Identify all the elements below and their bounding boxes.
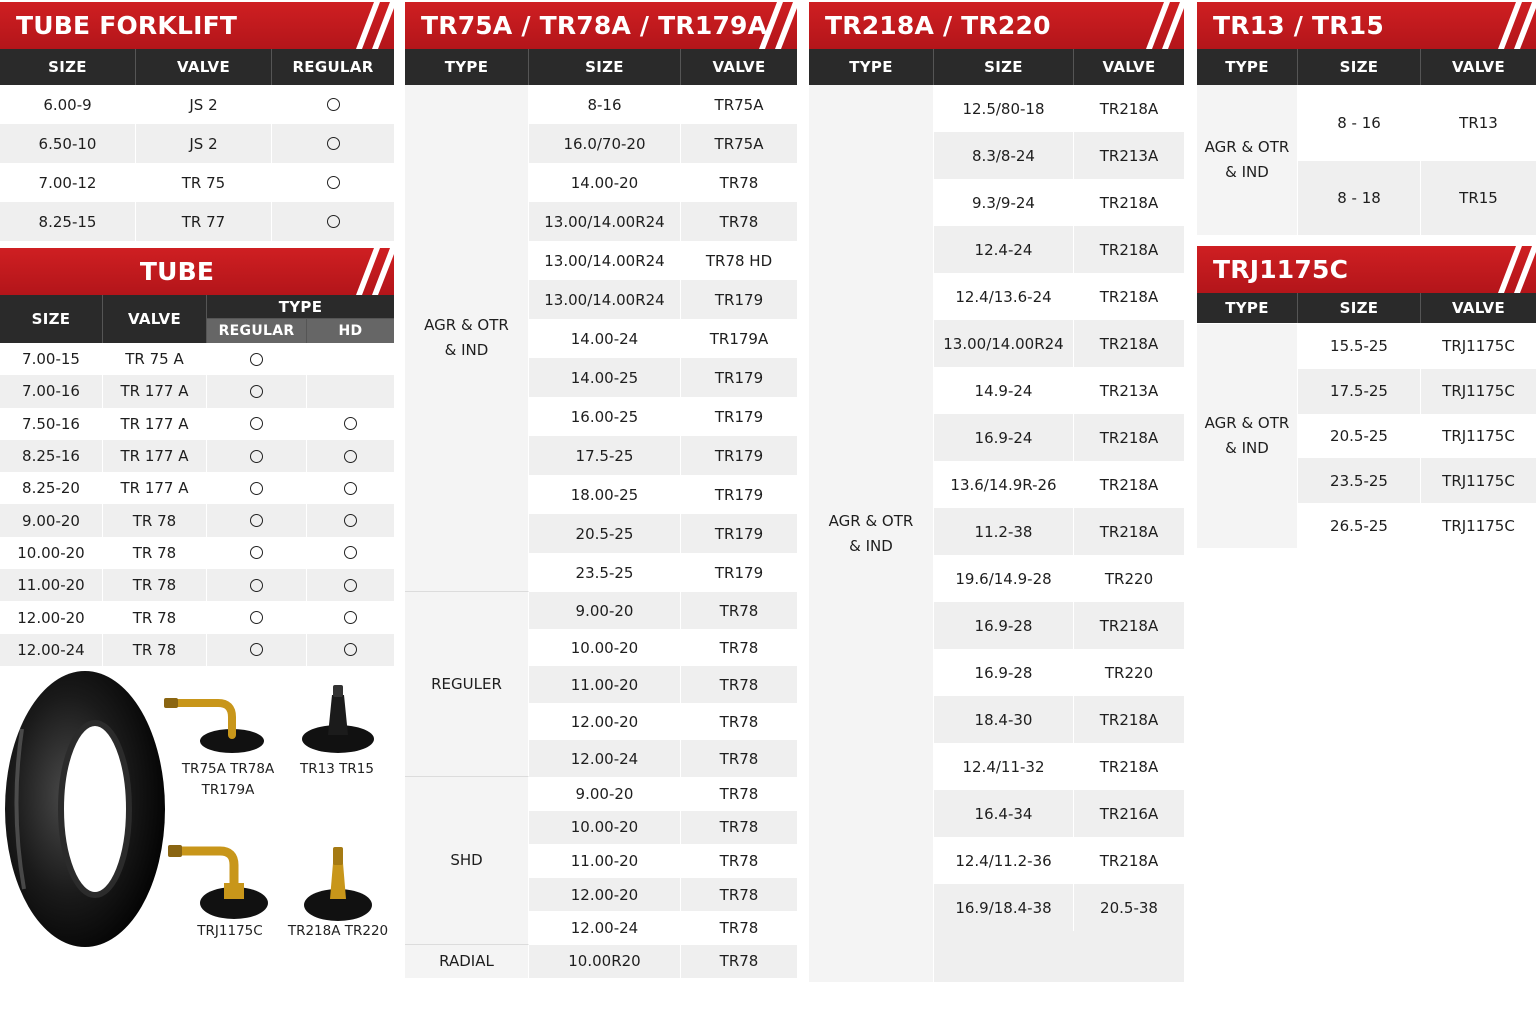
valve-cell: TR179	[681, 397, 797, 436]
valve-cell: TR75A	[681, 85, 797, 124]
regular-cell	[207, 537, 307, 569]
table-row	[0, 537, 394, 569]
tube-forklift-header	[0, 49, 394, 85]
tube-body	[0, 343, 394, 666]
valve-cell: TR 75 A	[103, 343, 207, 375]
regular-cell	[207, 634, 307, 666]
tr13-banner	[1197, 2, 1536, 49]
valve-images	[0, 665, 396, 965]
circle-mark-icon	[250, 417, 263, 430]
valve-cell: TR218A	[1074, 461, 1184, 508]
size-cell: 13.00/14.00R24	[529, 280, 681, 319]
valve-cell: TR216A	[1074, 790, 1184, 837]
hd-cell	[307, 601, 394, 633]
regular-cell	[272, 202, 394, 241]
size-cell: 7.50-16	[0, 408, 103, 440]
tube-title: TUBE	[139, 257, 215, 286]
circle-mark-icon	[250, 643, 263, 656]
valve-cell: TR218A	[1074, 837, 1184, 884]
bent-brass-valve-large-icon	[166, 837, 276, 927]
valve-caption-2: TR13 TR15	[300, 761, 374, 777]
valve-cell: TRJ1175C	[1421, 324, 1536, 369]
size-cell: 8 - 16	[1298, 85, 1421, 161]
hd-cell	[307, 634, 394, 666]
regular-cell	[272, 124, 394, 163]
valve-cell: TR78	[681, 811, 797, 845]
bent-brass-valve-icon	[162, 689, 272, 759]
valve-caption-1: TR75A TR78A TR179A	[181, 761, 275, 798]
header-type: TYPE	[405, 49, 529, 85]
size-cell: 18.4-30	[934, 696, 1074, 743]
valve-cell: JS 2	[136, 85, 272, 124]
valve-cell: TR 177 A	[103, 408, 207, 440]
header-size: SIZE	[934, 49, 1074, 85]
valve-cell: TR15	[1421, 161, 1536, 235]
valve-cell: TR78	[681, 911, 797, 945]
header-type: TYPE	[1197, 293, 1298, 323]
tube-forklift-body	[0, 85, 394, 241]
valve-cell: TR179	[681, 358, 797, 397]
inner-tube-image	[0, 669, 170, 959]
valve-cell: TR218A	[1074, 508, 1184, 555]
tr218-panel	[809, 2, 1184, 85]
size-cell: 8.25-16	[0, 440, 103, 472]
circle-mark-icon	[250, 482, 263, 495]
size-cell: 12.4-24	[934, 226, 1074, 273]
valve-cell: TRJ1175C	[1421, 369, 1536, 414]
table-row	[0, 440, 394, 472]
tube-panel	[0, 248, 394, 666]
valve-cell: TR218A	[1074, 179, 1184, 226]
valve-cell: TR78	[681, 844, 797, 878]
size-cell: 11.00-20	[0, 569, 103, 601]
valve-cell: 20.5-38	[1074, 884, 1184, 931]
trj-header	[1197, 293, 1536, 323]
valve-cell: TR78	[681, 592, 797, 629]
valve-cell: TR13	[1421, 85, 1536, 161]
valve-cell: TR 78	[103, 504, 207, 536]
valve-cell: TR 78	[103, 537, 207, 569]
circle-mark-icon	[344, 482, 357, 495]
header-valve: VALVE	[1102, 58, 1156, 76]
circle-mark-icon	[250, 579, 263, 592]
circle-mark-icon	[250, 353, 263, 366]
size-cell: 11.2-38	[934, 508, 1074, 555]
regular-cell	[207, 408, 307, 440]
size-cell: 23.5-25	[529, 553, 681, 592]
size-cell: 16.9/18.4-38	[934, 884, 1074, 931]
size-cell: 26.5-25	[1298, 503, 1421, 548]
valve-cell: TR179	[681, 553, 797, 592]
size-cell: 9.3/9-24	[934, 179, 1074, 226]
table-row	[0, 472, 394, 504]
tr13-table	[1197, 85, 1536, 235]
tr13-title: TR13 / TR15	[1213, 11, 1384, 40]
empty-cell	[1074, 931, 1184, 982]
table-row	[0, 124, 394, 163]
size-cell: 15.5-25	[1298, 324, 1421, 369]
trj-banner	[1197, 246, 1536, 293]
size-cell: 16.4-34	[934, 790, 1074, 837]
valve-cell: TRJ1175C	[1421, 503, 1536, 548]
header-valve: VALVE	[712, 58, 766, 76]
valve-cell: JS 2	[136, 124, 272, 163]
hd-cell	[307, 569, 394, 601]
size-cell: 10.00-20	[0, 537, 103, 569]
regular-cell	[207, 601, 307, 633]
tube-forklift-banner	[0, 2, 394, 49]
size-cell: 16.9-24	[934, 414, 1074, 461]
size-cell: 9.00-20	[529, 592, 681, 629]
valve-cell: TR78	[681, 666, 797, 703]
valve-cell: TR 78	[103, 601, 207, 633]
circle-mark-icon	[327, 137, 340, 150]
valve-cell: TR78	[681, 740, 797, 777]
regular-cell	[207, 343, 307, 375]
type-cell: REGULER	[405, 592, 529, 777]
size-cell: 19.6/14.9-28	[934, 555, 1074, 602]
hd-cell	[307, 537, 394, 569]
circle-mark-icon	[344, 417, 357, 430]
tr75-table	[405, 85, 797, 978]
tr75-panel	[405, 2, 797, 85]
regular-cell	[207, 472, 307, 504]
circle-mark-icon	[344, 611, 357, 624]
header-size: SIZE	[529, 49, 681, 85]
valve-cell: TRJ1175C	[1421, 458, 1536, 503]
type-cell: AGR & OTR & IND	[405, 85, 529, 592]
size-cell: 7.00-12	[0, 163, 136, 202]
circle-mark-icon	[344, 546, 357, 559]
valve-cell: TR 78	[103, 569, 207, 601]
valve-cell: TR220	[1074, 649, 1184, 696]
size-cell: 14.00-20	[529, 163, 681, 202]
valve-caption-4: TR218A TR220	[287, 923, 389, 939]
valve-cell: TR179	[681, 280, 797, 319]
valve-cell: TR 77	[136, 202, 272, 241]
size-cell: 16.9-28	[934, 602, 1074, 649]
regular-cell	[207, 569, 307, 601]
slash-stripes-icon	[1470, 2, 1536, 49]
valve-cell: TR218A	[1074, 226, 1184, 273]
header-type: TYPE	[809, 49, 934, 85]
size-cell: 9.00-20	[0, 504, 103, 536]
table-row	[0, 569, 394, 601]
hd-cell	[307, 440, 394, 472]
regular-cell	[272, 163, 394, 202]
trj-panel	[1197, 246, 1536, 323]
size-cell: 10.00-20	[529, 629, 681, 666]
table-row	[0, 375, 394, 407]
valve-cell: TR78	[681, 163, 797, 202]
valve-caption-3: TRJ1175C	[197, 923, 263, 939]
valve-cell: TR78	[681, 878, 797, 912]
size-cell: 12.5/80-18	[934, 85, 1074, 132]
size-cell: 12.00-20	[529, 878, 681, 912]
table-row	[0, 163, 394, 202]
size-cell: 23.5-25	[1298, 458, 1421, 503]
table-row	[0, 408, 394, 440]
valve-cell: TR218A	[1074, 696, 1184, 743]
circle-mark-icon	[250, 546, 263, 559]
circle-mark-icon	[250, 611, 263, 624]
empty-cell	[934, 931, 1074, 982]
type-cell: AGR & OTR & IND	[1197, 324, 1298, 548]
header-size: SIZE	[1298, 49, 1421, 85]
header-regular: REGULAR	[292, 58, 374, 76]
size-cell: 12.00-24	[529, 740, 681, 777]
table-row	[0, 634, 394, 666]
size-cell: 10.00R20	[529, 945, 681, 978]
valve-cell: TR213A	[1074, 367, 1184, 414]
circle-mark-icon	[250, 514, 263, 527]
valve-cell: TR179	[681, 514, 797, 553]
slash-stripes-icon	[328, 2, 394, 49]
tr75-header	[405, 49, 797, 85]
size-cell: 14.00-24	[529, 319, 681, 358]
size-cell: 8.3/8-24	[934, 132, 1074, 179]
valve-cell: TR78	[681, 703, 797, 740]
hd-cell	[307, 472, 394, 504]
valve-cell: TR179A	[681, 319, 797, 358]
size-cell: 7.00-16	[0, 375, 103, 407]
circle-mark-icon	[344, 643, 357, 656]
trj-title: TRJ1175C	[1213, 255, 1349, 284]
header-size: SIZE	[0, 295, 103, 343]
rubber-straight-valve-icon	[298, 683, 378, 759]
header-type: TYPE	[207, 295, 394, 319]
size-cell: 16.00-25	[529, 397, 681, 436]
circle-mark-icon	[250, 450, 263, 463]
size-cell: 7.00-15	[0, 343, 103, 375]
hd-cell	[307, 408, 394, 440]
type-cell: RADIAL	[405, 945, 529, 978]
valve-cell: TR78	[681, 777, 797, 811]
size-cell: 13.00/14.00R24	[529, 202, 681, 241]
tube-forklift-panel	[0, 2, 394, 241]
tube-forklift-title: TUBE FORKLIFT	[16, 11, 238, 40]
valve-cell: TR 177 A	[103, 472, 207, 504]
size-cell: 12.4/11.2-36	[934, 837, 1074, 884]
table-row	[0, 202, 394, 241]
valve-cell: TR78 HD	[681, 241, 797, 280]
tr218-banner	[809, 2, 1184, 49]
size-cell: 13.6/14.9R-26	[934, 461, 1074, 508]
tube-banner	[0, 248, 394, 295]
circle-mark-icon	[327, 176, 340, 189]
valve-cell: TR179	[681, 436, 797, 475]
size-cell: 16.9-28	[934, 649, 1074, 696]
tr218-table	[809, 85, 1184, 982]
circle-mark-icon	[344, 450, 357, 463]
tr75-banner	[405, 2, 797, 49]
size-cell: 11.00-20	[529, 844, 681, 878]
size-cell: 12.00-24	[0, 634, 103, 666]
valve-cell: TR218A	[1074, 743, 1184, 790]
valve-cell: TR218A	[1074, 320, 1184, 367]
size-cell: 6.50-10	[0, 124, 136, 163]
header-regular: REGULAR	[207, 319, 307, 343]
size-cell: 13.00/14.00R24	[529, 241, 681, 280]
size-cell: 12.00-20	[0, 601, 103, 633]
tr218-header	[809, 49, 1184, 85]
size-cell: 18.00-25	[529, 475, 681, 514]
circle-mark-icon	[250, 385, 263, 398]
valve-cell: TR 177 A	[103, 375, 207, 407]
tr218-title: TR218A / TR220	[825, 11, 1051, 40]
circle-mark-icon	[327, 98, 340, 111]
size-cell: 10.00-20	[529, 811, 681, 845]
size-cell: 17.5-25	[529, 436, 681, 475]
size-cell: 11.00-20	[529, 666, 681, 703]
hd-cell	[307, 504, 394, 536]
hd-cell	[307, 375, 394, 407]
header-size: SIZE	[1298, 293, 1421, 323]
circle-mark-icon	[344, 514, 357, 527]
valve-cell: TR218A	[1074, 414, 1184, 461]
size-cell: 8-16	[529, 85, 681, 124]
size-cell: 17.5-25	[1298, 369, 1421, 414]
header-hd: HD	[307, 319, 394, 343]
header-valve: VALVE	[1451, 58, 1506, 76]
header-valve: VALVE	[136, 49, 272, 85]
circle-mark-icon	[344, 579, 357, 592]
valve-cell: TR78	[681, 945, 797, 978]
size-cell: 6.00-9	[0, 85, 136, 124]
size-cell: 12.00-20	[529, 703, 681, 740]
valve-cell: TR78	[681, 629, 797, 666]
size-cell: 12.4/11-32	[934, 743, 1074, 790]
size-cell: 14.9-24	[934, 367, 1074, 414]
valve-cell: TR218A	[1074, 273, 1184, 320]
valve-cell: TR78	[681, 202, 797, 241]
header-size: SIZE	[0, 49, 136, 85]
header-valve: VALVE	[103, 295, 207, 343]
brass-straight-valve-icon	[298, 841, 378, 931]
size-cell: 12.4/13.6-24	[934, 273, 1074, 320]
valve-cell: TR218A	[1074, 85, 1184, 132]
type-cell: AGR & OTR & IND	[809, 85, 934, 982]
valve-cell: TR 75	[136, 163, 272, 202]
header-type: TYPE	[1197, 49, 1298, 85]
valve-cell: TRJ1175C	[1421, 414, 1536, 459]
valve-cell: TR179	[681, 475, 797, 514]
hd-cell	[307, 343, 394, 375]
table-row	[0, 343, 394, 375]
type-cell: SHD	[405, 777, 529, 945]
tube-header	[0, 295, 394, 343]
valve-cell: TR213A	[1074, 132, 1184, 179]
regular-cell	[207, 375, 307, 407]
size-cell: 9.00-20	[529, 777, 681, 811]
valve-cell: TR 78	[103, 634, 207, 666]
table-row	[0, 504, 394, 536]
size-cell: 8.25-15	[0, 202, 136, 241]
size-cell: 16.0/70-20	[529, 124, 681, 163]
size-cell: 20.5-25	[1298, 414, 1421, 459]
size-cell: 8 - 18	[1298, 161, 1421, 235]
trj-table	[1197, 324, 1536, 548]
slash-stripes-icon	[1118, 2, 1184, 49]
header-valve: VALVE	[1451, 299, 1506, 317]
regular-cell	[207, 504, 307, 536]
tr13-header	[1197, 49, 1536, 85]
regular-cell	[272, 85, 394, 124]
size-cell: 8.25-20	[0, 472, 103, 504]
circle-mark-icon	[327, 215, 340, 228]
valve-cell: TR218A	[1074, 602, 1184, 649]
valve-cell: TR75A	[681, 124, 797, 163]
tr13-panel	[1197, 2, 1536, 85]
size-cell: 13.00/14.00R24	[934, 320, 1074, 367]
type-cell: AGR & OTR & IND	[1197, 85, 1298, 235]
size-cell: 20.5-25	[529, 514, 681, 553]
size-cell: 12.00-24	[529, 911, 681, 945]
table-row	[0, 85, 394, 124]
valve-cell: TR 177 A	[103, 440, 207, 472]
table-row	[0, 601, 394, 633]
valve-cell: TR220	[1074, 555, 1184, 602]
slash-stripes-icon	[328, 248, 394, 295]
slash-stripes-icon	[1470, 246, 1536, 293]
size-cell: 14.00-25	[529, 358, 681, 397]
tr75-title: TR75A / TR78A / TR179A	[421, 11, 768, 40]
regular-cell	[207, 440, 307, 472]
